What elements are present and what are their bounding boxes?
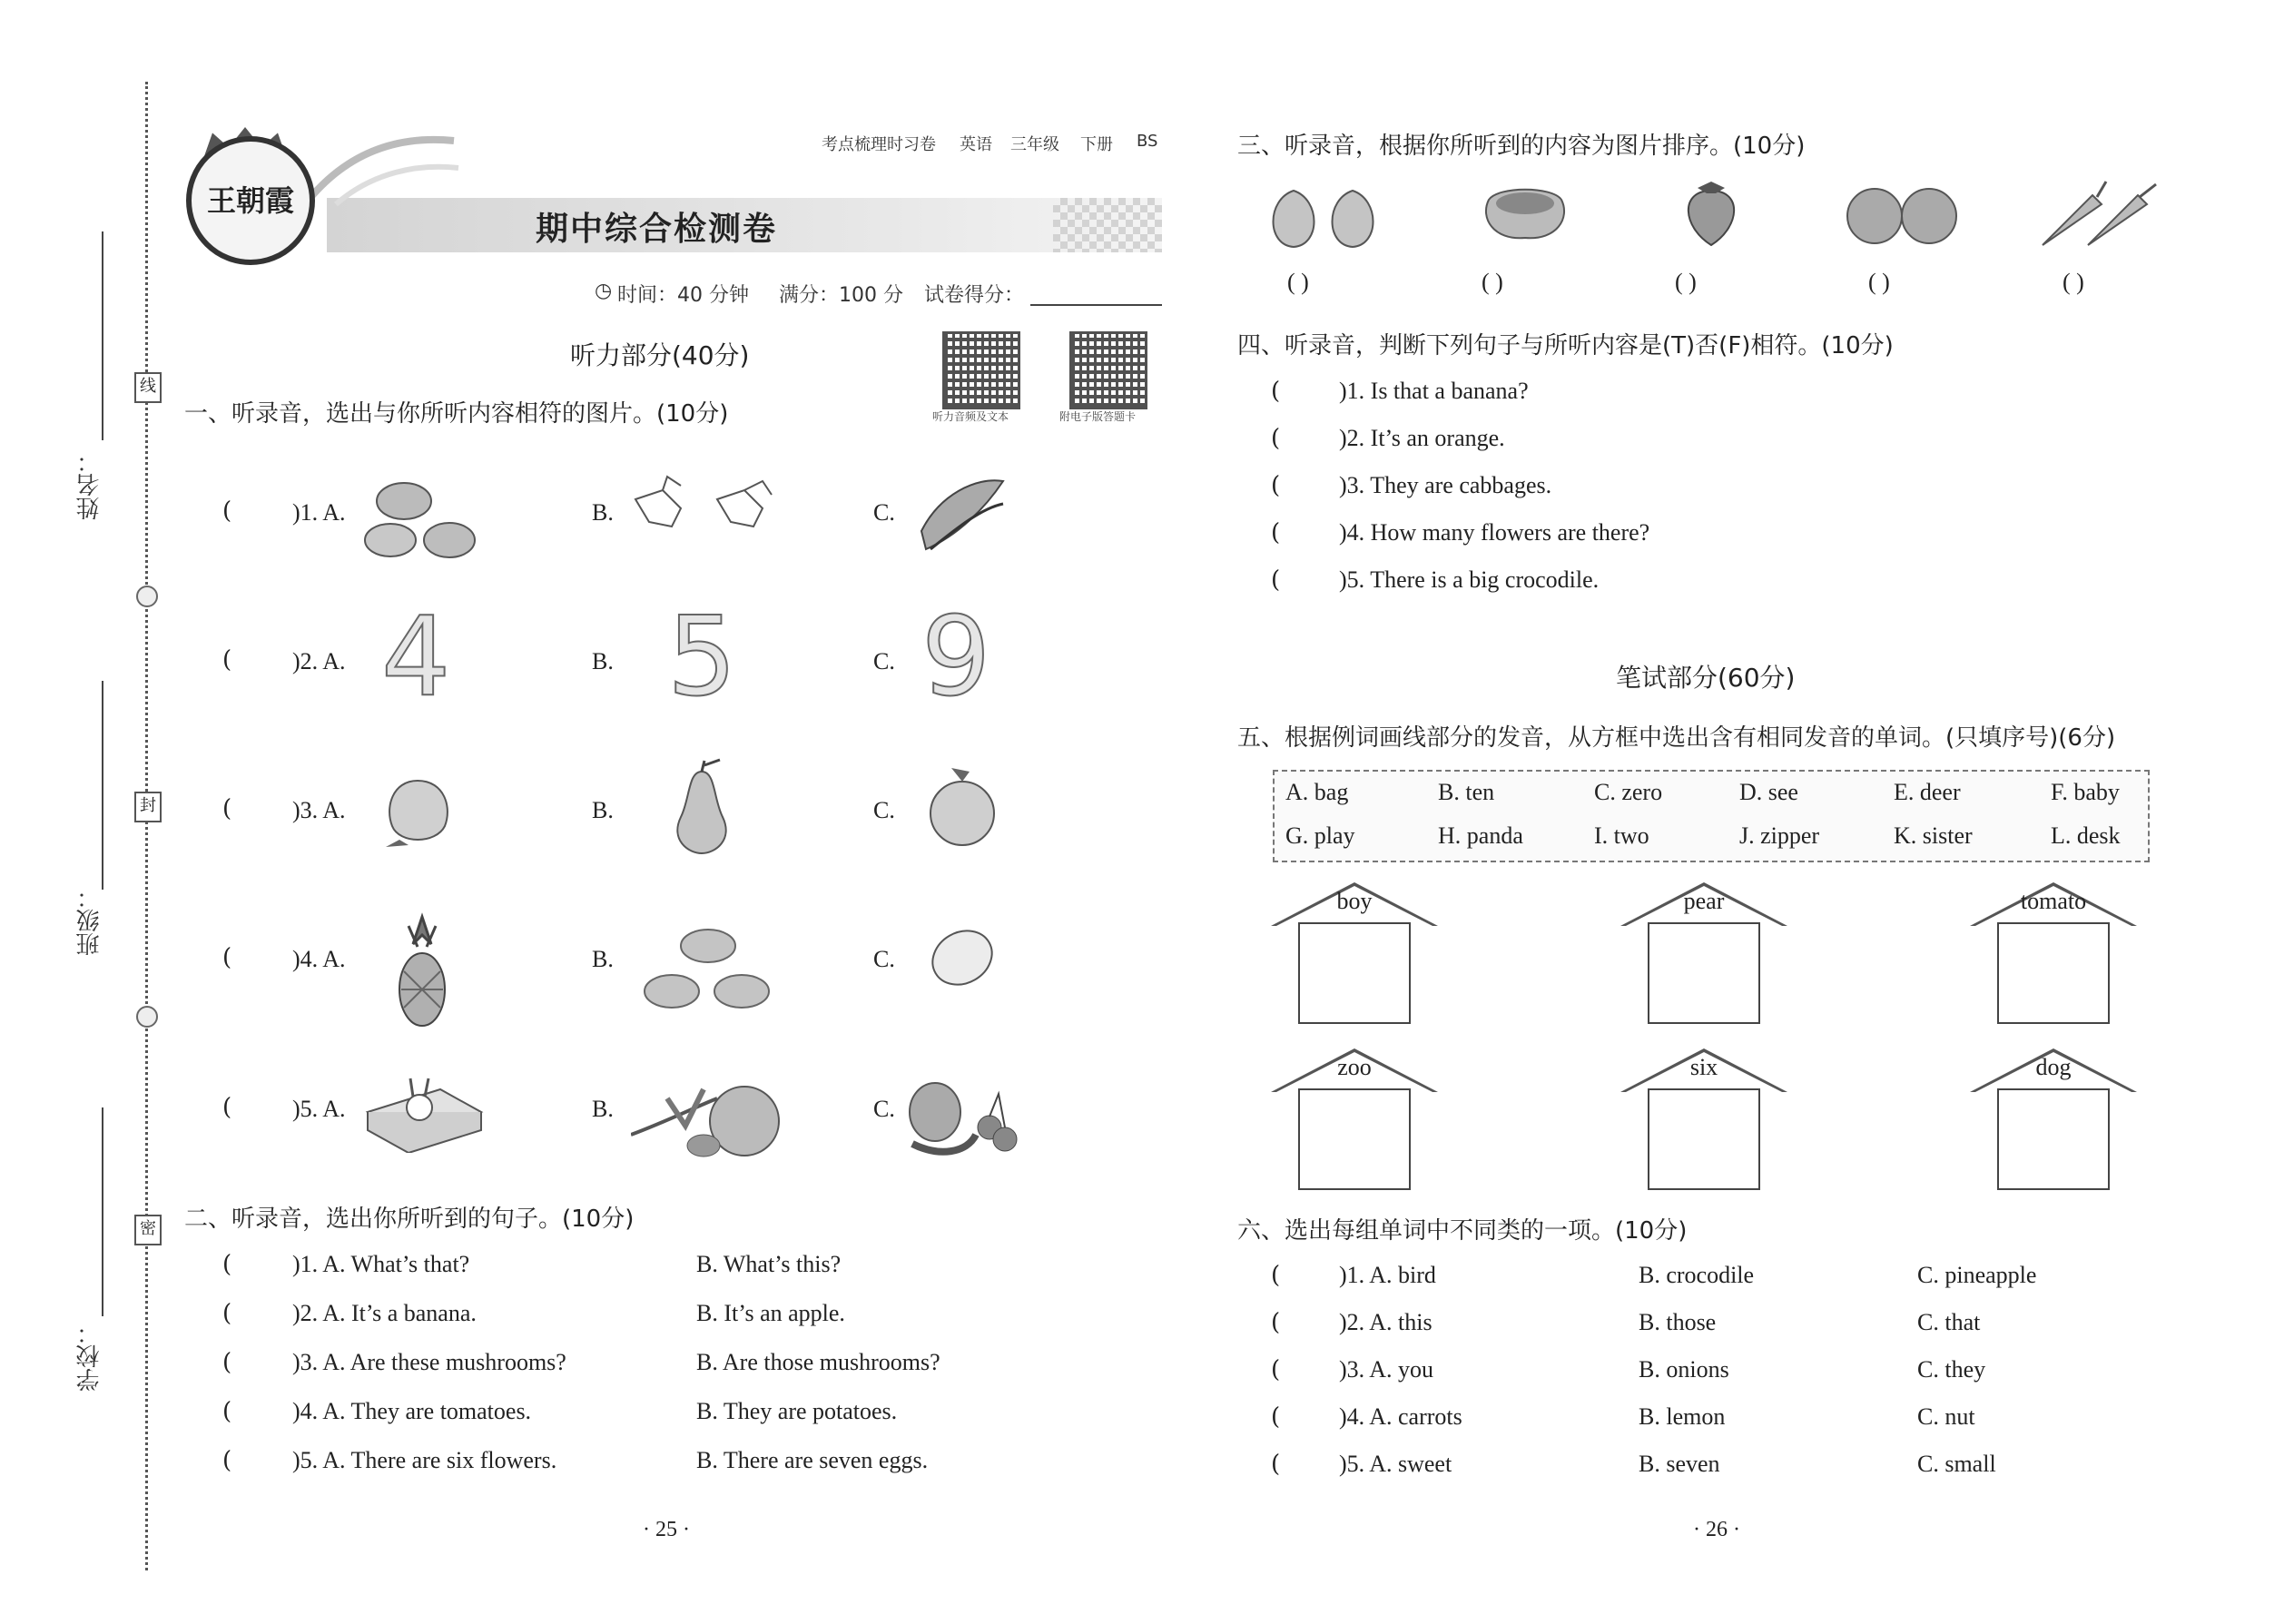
house-word: pear bbox=[1683, 888, 1725, 914]
qr-caption-answer-card: 附电子版答题卡 bbox=[1059, 410, 1137, 423]
option-c: C. small bbox=[1917, 1451, 1996, 1477]
option-c: C. that bbox=[1917, 1309, 1981, 1335]
question-number: )1. A. bbox=[292, 499, 346, 526]
answer-paren[interactable]: ( bbox=[1271, 378, 1281, 405]
sort-paren-5[interactable]: ( ) bbox=[2063, 269, 2084, 295]
exam-time: 时间：40 分钟 bbox=[617, 284, 749, 307]
subject-label: 英语 bbox=[960, 135, 992, 154]
option-a: )2. A. It’s a banana. bbox=[292, 1300, 477, 1326]
house-word: boy bbox=[1336, 888, 1373, 914]
answer-paren[interactable]: ( bbox=[1271, 1262, 1281, 1289]
answer-paren[interactable]: ( bbox=[222, 646, 232, 674]
answer-paren[interactable]: ( bbox=[1271, 425, 1281, 452]
question-number: )3. A. bbox=[292, 797, 346, 823]
option-b: B. lemon bbox=[1639, 1403, 1726, 1430]
cut-melon-picture bbox=[1480, 182, 1570, 245]
answer-box[interactable] bbox=[1648, 1088, 1760, 1190]
eggs-picture bbox=[640, 926, 776, 1017]
option-a: )1. A. What’s that? bbox=[292, 1251, 470, 1277]
writing-part-title: 笔试部分(60分) bbox=[1616, 663, 1796, 693]
word-option: E. deer bbox=[1894, 779, 1961, 805]
answer-paren[interactable]: ( bbox=[1271, 1309, 1281, 1336]
word-option: C. zero bbox=[1594, 779, 1663, 805]
option-a: )5. A. There are six flowers. bbox=[292, 1447, 557, 1473]
answer-paren[interactable]: ( bbox=[222, 1349, 232, 1376]
answer-paren[interactable]: ( bbox=[222, 1398, 232, 1425]
peach-picture bbox=[381, 767, 454, 849]
clock-icon: ◷ bbox=[595, 280, 613, 302]
option-c: C. they bbox=[1917, 1356, 1986, 1383]
answer-paren[interactable]: ( bbox=[222, 944, 232, 971]
answer-paren[interactable]: ( bbox=[222, 1251, 232, 1278]
section-2-heading: 二、听录音，选出你所听到的句子。(10分) bbox=[184, 1206, 635, 1233]
option-c-label: C. bbox=[873, 797, 895, 823]
option-c-label: C. bbox=[873, 1096, 895, 1122]
answer-paren[interactable]: ( bbox=[222, 497, 232, 525]
word-option: I. two bbox=[1594, 822, 1649, 849]
answer-paren[interactable]: ( bbox=[222, 1300, 232, 1327]
brand-logo bbox=[186, 136, 315, 265]
page-title: 期中综合检测卷 bbox=[536, 211, 778, 248]
answer-paren[interactable]: ( bbox=[1271, 1403, 1281, 1431]
answer-box[interactable] bbox=[1648, 922, 1760, 1024]
house-word: dog bbox=[2035, 1054, 2072, 1080]
tf-statement: )1. Is that a banana? bbox=[1339, 378, 1529, 404]
bind-dot bbox=[136, 586, 158, 607]
binding-dotted-line bbox=[145, 82, 148, 1570]
digit-four-picture: 4 bbox=[381, 595, 451, 721]
score-label: 试卷得分： bbox=[924, 284, 1025, 307]
fruits-picture bbox=[903, 1071, 1021, 1162]
word-option: J. zipper bbox=[1739, 822, 1820, 849]
series-label: 考点梳理时习卷 bbox=[822, 135, 936, 154]
word-option: K. sister bbox=[1894, 822, 1973, 849]
term-label: 下册 bbox=[1080, 135, 1113, 154]
section-1-heading: 一、听录音，选出与你所听内容相符的图片。(10分) bbox=[184, 400, 729, 428]
tf-statement: )4. How many flowers are there? bbox=[1339, 519, 1650, 546]
name-write-line bbox=[102, 231, 103, 440]
option-b: B. those bbox=[1639, 1309, 1717, 1335]
onions-picture bbox=[1262, 182, 1384, 254]
word-option: F. baby bbox=[2051, 779, 2120, 805]
qr-code-answer-card[interactable] bbox=[1069, 331, 1147, 409]
page-number-right: · 26 · bbox=[1693, 1518, 1740, 1541]
sort-paren-1[interactable]: ( ) bbox=[1287, 269, 1309, 295]
class-write-line bbox=[102, 681, 103, 890]
score-blank[interactable] bbox=[1030, 304, 1162, 306]
option-a: )5. A. sweet bbox=[1339, 1451, 1452, 1477]
logo-text: 王朝霞 bbox=[206, 183, 294, 218]
toy-box-picture bbox=[363, 1071, 486, 1153]
option-c-label: C. bbox=[873, 946, 895, 972]
option-b-label: B. bbox=[592, 946, 614, 972]
question-number: )2. A. bbox=[292, 648, 346, 674]
section-4-heading: 四、听录音，判断下列句子与所听内容是(T)否(F)相符。(10分) bbox=[1237, 332, 1894, 359]
word-option: G. play bbox=[1285, 822, 1355, 849]
option-b: B. crocodile bbox=[1639, 1262, 1755, 1288]
orange-picture bbox=[924, 761, 1001, 851]
page-number-left: · 25 · bbox=[643, 1518, 690, 1541]
strawberry-picture bbox=[1675, 177, 1748, 250]
option-a: )2. A. this bbox=[1339, 1309, 1433, 1335]
answer-paren[interactable]: ( bbox=[1271, 472, 1281, 499]
pear-picture bbox=[670, 758, 733, 858]
tf-statement: )5. There is a big crocodile. bbox=[1339, 566, 1600, 593]
name-label: 姓名： bbox=[76, 449, 103, 520]
beans-picture bbox=[912, 468, 1012, 558]
tomatoes-picture bbox=[1843, 182, 1961, 245]
bind-mark-line: 线 bbox=[134, 372, 162, 403]
option-c: C. pineapple bbox=[1917, 1262, 2037, 1288]
word-option: H. panda bbox=[1438, 822, 1523, 849]
option-b: B. It’s an apple. bbox=[696, 1300, 845, 1326]
option-b: B. There are seven eggs. bbox=[696, 1447, 929, 1473]
option-b-label: B. bbox=[592, 648, 614, 674]
option-b: B. seven bbox=[1639, 1451, 1720, 1477]
answer-box[interactable] bbox=[1997, 1088, 2110, 1190]
edition-label: BS bbox=[1137, 132, 1158, 151]
lemon-picture bbox=[926, 921, 999, 994]
birds-picture bbox=[626, 472, 799, 545]
bind-mark-secret: 密 bbox=[134, 1215, 162, 1245]
option-b-label: B. bbox=[592, 499, 614, 526]
listening-part-title: 听力部分(40分) bbox=[570, 340, 750, 370]
word-option: L. desk bbox=[2051, 822, 2121, 849]
answer-paren[interactable]: ( bbox=[1271, 1356, 1281, 1383]
answer-paren[interactable]: ( bbox=[222, 1094, 232, 1121]
section-6-heading: 六、选出每组单词中不同类的一项。(10分) bbox=[1237, 1217, 1688, 1245]
option-a: )4. A. carrots bbox=[1339, 1403, 1462, 1430]
bind-dot bbox=[136, 1006, 158, 1028]
answer-box[interactable] bbox=[1997, 922, 2110, 1024]
tf-statement: )2. It’s an orange. bbox=[1339, 425, 1505, 451]
option-c-label: C. bbox=[873, 648, 895, 674]
option-b-label: B. bbox=[592, 797, 614, 823]
house-word: tomato bbox=[2020, 888, 2087, 914]
section-3-heading: 三、听录音，根据你所听到的内容为图片排序。(10分) bbox=[1237, 133, 1806, 160]
word-option: B. ten bbox=[1438, 779, 1495, 805]
answer-paren[interactable]: ( bbox=[1271, 1451, 1281, 1478]
school-write-line bbox=[102, 1107, 103, 1316]
sort-paren-3[interactable]: ( ) bbox=[1675, 269, 1697, 295]
answer-paren[interactable]: ( bbox=[1271, 566, 1281, 594]
school-label: 学校： bbox=[76, 1321, 103, 1392]
option-a: )3. A. Are these mushrooms? bbox=[292, 1349, 566, 1375]
house-word: zoo bbox=[1337, 1054, 1372, 1080]
bind-mark-seal: 封 bbox=[134, 792, 162, 822]
answer-paren[interactable]: ( bbox=[1271, 519, 1281, 546]
option-a: )1. A. bird bbox=[1339, 1262, 1436, 1288]
digit-nine-picture: 9 bbox=[921, 595, 991, 721]
title-band-checker bbox=[1053, 198, 1162, 252]
sort-paren-2[interactable]: ( ) bbox=[1482, 269, 1503, 295]
option-c: C. nut bbox=[1917, 1403, 1975, 1430]
qr-code-audio[interactable] bbox=[942, 331, 1020, 409]
qr-caption-audio: 听力音频及文本 bbox=[932, 410, 1009, 423]
vegetables-picture bbox=[631, 1071, 785, 1162]
house-word: six bbox=[1689, 1054, 1718, 1080]
word-option: D. see bbox=[1739, 779, 1798, 805]
option-a: )3. A. you bbox=[1339, 1356, 1433, 1383]
option-b-label: B. bbox=[592, 1096, 614, 1122]
class-label: 班级： bbox=[76, 885, 103, 956]
word-option: A. bag bbox=[1285, 779, 1349, 805]
word-bank-box bbox=[1273, 770, 2150, 862]
answer-paren[interactable]: ( bbox=[222, 1447, 232, 1474]
digit-five-picture: 5 bbox=[667, 595, 737, 721]
tf-statement: )3. They are cabbages. bbox=[1339, 472, 1552, 498]
full-score: 满分：100 分 bbox=[779, 284, 903, 307]
answer-box[interactable] bbox=[1298, 1088, 1411, 1190]
carrots-picture bbox=[2038, 177, 2165, 250]
answer-box[interactable] bbox=[1298, 922, 1411, 1024]
potatoes-picture bbox=[363, 472, 481, 563]
ribbon-decoration bbox=[300, 127, 463, 209]
option-c-label: C. bbox=[873, 499, 895, 526]
option-b: B. What’s this? bbox=[696, 1251, 842, 1277]
question-number: )4. A. bbox=[292, 946, 346, 972]
pineapple-picture bbox=[390, 912, 454, 1030]
question-number: )5. A. bbox=[292, 1096, 346, 1122]
sort-paren-4[interactable]: ( ) bbox=[1868, 269, 1890, 295]
option-b: B. onions bbox=[1639, 1356, 1729, 1383]
option-b: B. They are potatoes. bbox=[696, 1398, 898, 1424]
answer-paren[interactable]: ( bbox=[222, 795, 232, 822]
grade-label: 三年级 bbox=[1010, 135, 1059, 154]
option-a: )4. A. They are tomatoes. bbox=[292, 1398, 532, 1424]
section-5-heading: 五、根据例词画线部分的发音，从方框中选出含有相同发音的单词。(只填序号)(6分) bbox=[1237, 724, 2116, 752]
option-b: B. Are those mushrooms? bbox=[696, 1349, 940, 1375]
